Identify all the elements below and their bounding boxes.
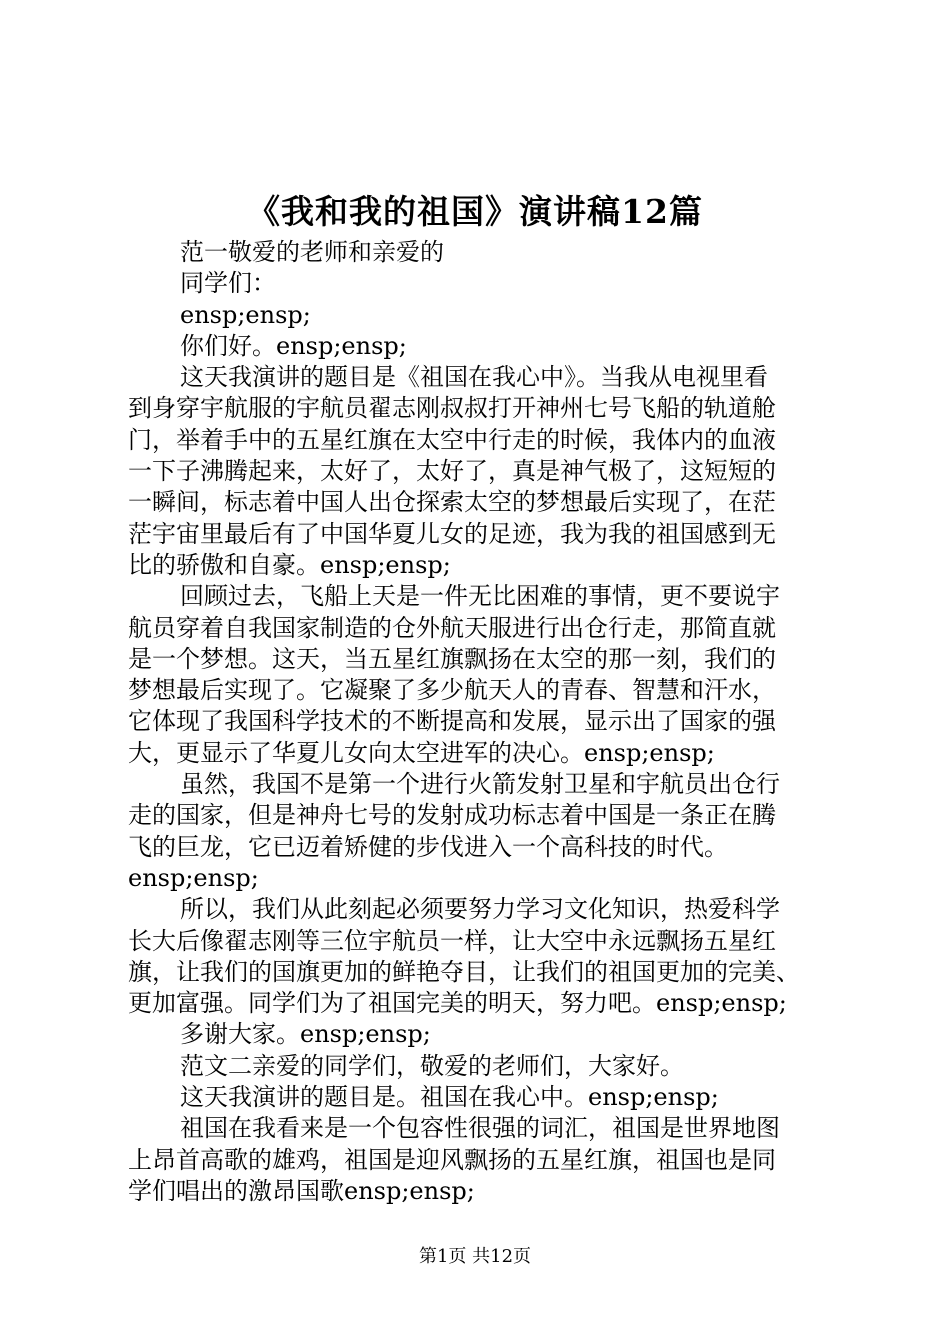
text-line: 它体现了我国科学技术的不断提高和发展，显示出了国家的强 [128,707,776,736]
text-line: 门，举着手中的五星红旗在太空中行走的时候，我体内的血液 [128,425,776,454]
text-line: 是一个梦想。这天，当五星红旗飘扬在太空的那一刻，我们的 [128,644,776,673]
document-body [128,237,830,1207]
text-line: 学们唱出的激昂国歌ensp;ensp; [128,1176,475,1205]
text-line: ensp;ensp; [180,300,311,329]
text-line: 飞的巨龙，它已迈着矫健的步伐进入一个高科技的时代。 [128,832,728,861]
text-line: 上昂首高歌的雄鸡，祖国是迎风飘扬的五星红旗，祖国也是同 [128,1145,776,1174]
text-line: 航员穿着自我国家制造的仓外航天服进行出仓行走，那简直就 [128,613,776,642]
text-line: 旗，让我们的国旗更加的鲜艳夺目，让我们的祖国更加的完美、 [128,957,800,986]
text-line: 同学们： [180,269,276,298]
text-line: 走的国家，但是神舟七号的发射成功标志着中国是一条正在腾 [128,801,776,830]
text-line: 这天我演讲的题目是。祖国在我心中。ensp;ensp; [180,1083,719,1112]
page-footer: 第1页 共12页 [418,1246,532,1267]
text-line: 虽然，我国不是第一个进行火箭发射卫星和宇航员出仓行 [180,770,780,799]
text-line: 回顾过去，飞船上天是一件无比困难的事情，更不要说宇 [180,582,780,611]
text-line: 梦想最后实现了。它凝聚了多少航天人的青春、智慧和汗水， [128,676,776,705]
document-title: 《我和我的祖国》演讲稿12篇 [247,192,703,231]
text-line: 大，更显示了华夏儿女向太空进军的决心。ensp;ensp; [128,738,715,767]
text-line: 祖国在我看来是一个包容性很强的词汇，祖国是世界地图 [180,1114,780,1143]
text-line: 范文二亲爱的同学们，敬爱的老师们，大家好。 [180,1051,684,1080]
text-line: 所以，我们从此刻起必须要努力学习文化知识，热爱科学 [180,895,780,924]
text-line: 比的骄傲和自豪。ensp;ensp; [128,550,451,579]
text-line: 茫宇宙里最后有了中国华夏儿女的足迹，我为我的祖国感到无 [128,519,776,548]
text-line: 更加富强。同学们为了祖国完美的明天，努力吧。ensp;ensp; [128,989,787,1018]
text-line: 你们好。ensp;ensp; [180,331,407,360]
text-line: 这天我演讲的题目是《祖国在我心中》。当我从电视里看 [180,363,768,392]
text-line: 一瞬间，标志着中国人出仓探索太空的梦想最后实现了，在茫 [128,488,776,517]
text-line: 到身穿宇航服的宇航员翟志刚叔叔打开神州七号飞船的轨道舱 [128,394,776,423]
text-line: 范一敬爱的老师和亲爱的 [180,238,444,266]
text-line: 多谢大家。ensp;ensp; [180,1020,431,1049]
text-line: 一下子沸腾起来，太好了，太好了，真是神气极了，这短短的 [128,457,776,486]
text-line: ensp;ensp; [128,863,259,892]
text-line: 长大后像翟志刚等三位宇航员一样，让大空中永远飘扬五星红 [128,926,776,955]
